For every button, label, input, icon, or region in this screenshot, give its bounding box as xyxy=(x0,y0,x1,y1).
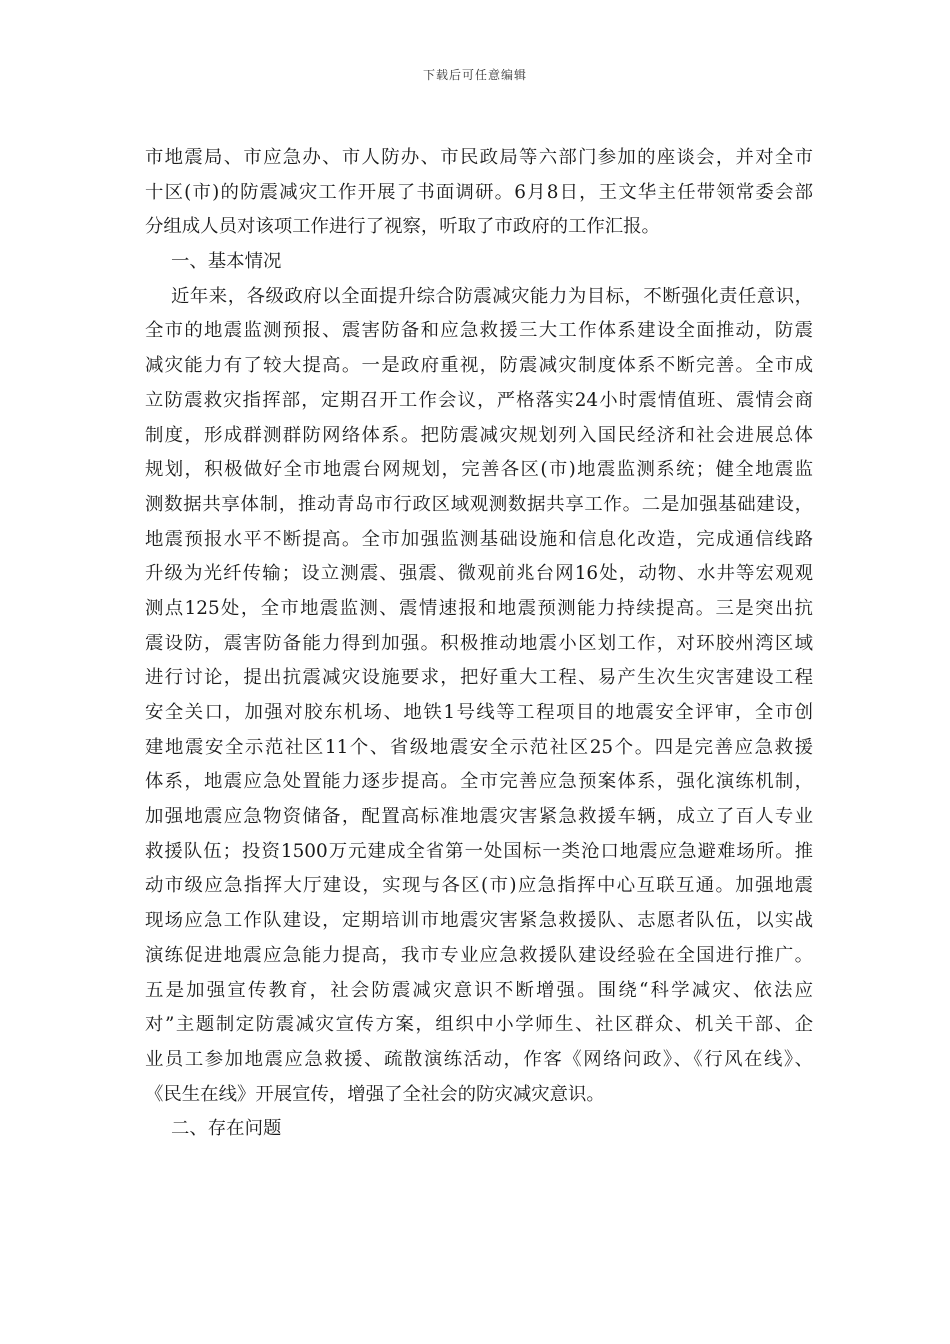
text-line: 五是加强宣传教育，社会防震减灾意识不断增强。围绕“科学减灾、依法应 xyxy=(145,979,813,1001)
text-line: 安全关口，加强对胶东机场、地铁1号线等工程项目的地震安全评审，全市创 xyxy=(145,702,813,723)
section-heading: 一、基本情况 xyxy=(171,251,282,273)
text-line: 《民生在线》开展宣传，增强了全社会的防灾减灾意识。 xyxy=(145,1083,605,1105)
text-line: 体系，地震应急处置能力逐步提高。全市完善应急预案体系，强化演练机制， xyxy=(145,771,813,793)
text-line: 市地震局、市应急办、市人防办、市民政局等六部门参加的座谈会，并对全市 xyxy=(145,147,813,168)
body-text xyxy=(145,141,813,1147)
text-line: 动市级应急指挥大厅建设，实现与各区(市)应急指挥中心互联互通。加强地震 xyxy=(145,875,813,897)
header-note: 下载后可任意编辑 xyxy=(422,68,527,82)
text-line: 立防震救灾指挥部，定期召开工作会议，严格落实24小时震情值班、震情会商 xyxy=(145,389,813,411)
text-line: 救援队伍；投资1500万元建成全省第一处国标一类沧口地震应急避难场所。推 xyxy=(145,840,813,862)
text-line: 测点125处，全市地震监测、震情速报和地震预测能力持续提高。三是突出抗 xyxy=(145,597,813,619)
text-line: 业员工参加地震应急救援、疏散演练活动，作客《网络问政》、《行风在线》、 xyxy=(145,1048,813,1070)
text-line: 减灾能力有了较大提高。一是政府重视，防震减灾制度体系不断完善。全市成 xyxy=(145,355,813,377)
text-line: 现场应急工作队建设，定期培训市地震灾害紧急救援队、志愿者队伍，以实战 xyxy=(145,910,813,932)
section-heading: 二、存在问题 xyxy=(171,1118,282,1140)
text-line: 对”主题制定防震减灾宣传方案，组织中小学师生、社区群众、机关干部、企 xyxy=(145,1014,813,1036)
text-line: 制度，形成群测群防网络体系。把防震减灾规划列入国民经济和社会进展总体 xyxy=(145,424,813,446)
text-line: 分组成人员对该项工作进行了视察，听取了市政府的工作汇报。 xyxy=(145,216,660,238)
text-line: 近年来，各级政府以全面提升综合防震减灾能力为目标，不断强化责任意识， xyxy=(171,285,813,307)
text-line: 规划，积极做好全市地震台网规划，完善各区(市)地震监测系统；健全地震监 xyxy=(145,459,813,481)
text-line: 进行讨论，提出抗震减灾设施要求，把好重大工程、易产生次生灾害建设工程 xyxy=(145,667,813,689)
text-line: 建地震安全示范社区11个、省级地震安全示范社区25个。四是完善应急救援 xyxy=(145,736,813,758)
text-line: 十区(市)的防震减灾工作开展了书面调研。6月8日，王文华主任带领常委会部 xyxy=(145,181,813,203)
text-line: 加强地震应急物资储备，配置高标准地震灾害紧急救援车辆，成立了百人专业 xyxy=(145,806,813,828)
text-line: 升级为光纤传输；设立测震、强震、微观前兆台网16处，动物、水井等宏观观 xyxy=(145,563,813,585)
text-line: 震设防，震害防备能力得到加强。积极推动地震小区划工作，对环胶州湾区域 xyxy=(145,632,813,654)
text-line: 测数据共享体制，推动青岛市行政区域观测数据共享工作。二是加强基础建设， xyxy=(145,493,813,515)
text-line: 全市的地震监测预报、震害防备和应急救援三大工作体系建设全面推动，防震 xyxy=(145,320,813,342)
text-line: 地震预报水平不断提高。全市加强监测基础设施和信息化改造，完成通信线路 xyxy=(145,528,813,550)
text-line: 演练促进地震应急能力提高，我市专业应急救援队建设经验在全国进行推广。 xyxy=(145,944,813,966)
